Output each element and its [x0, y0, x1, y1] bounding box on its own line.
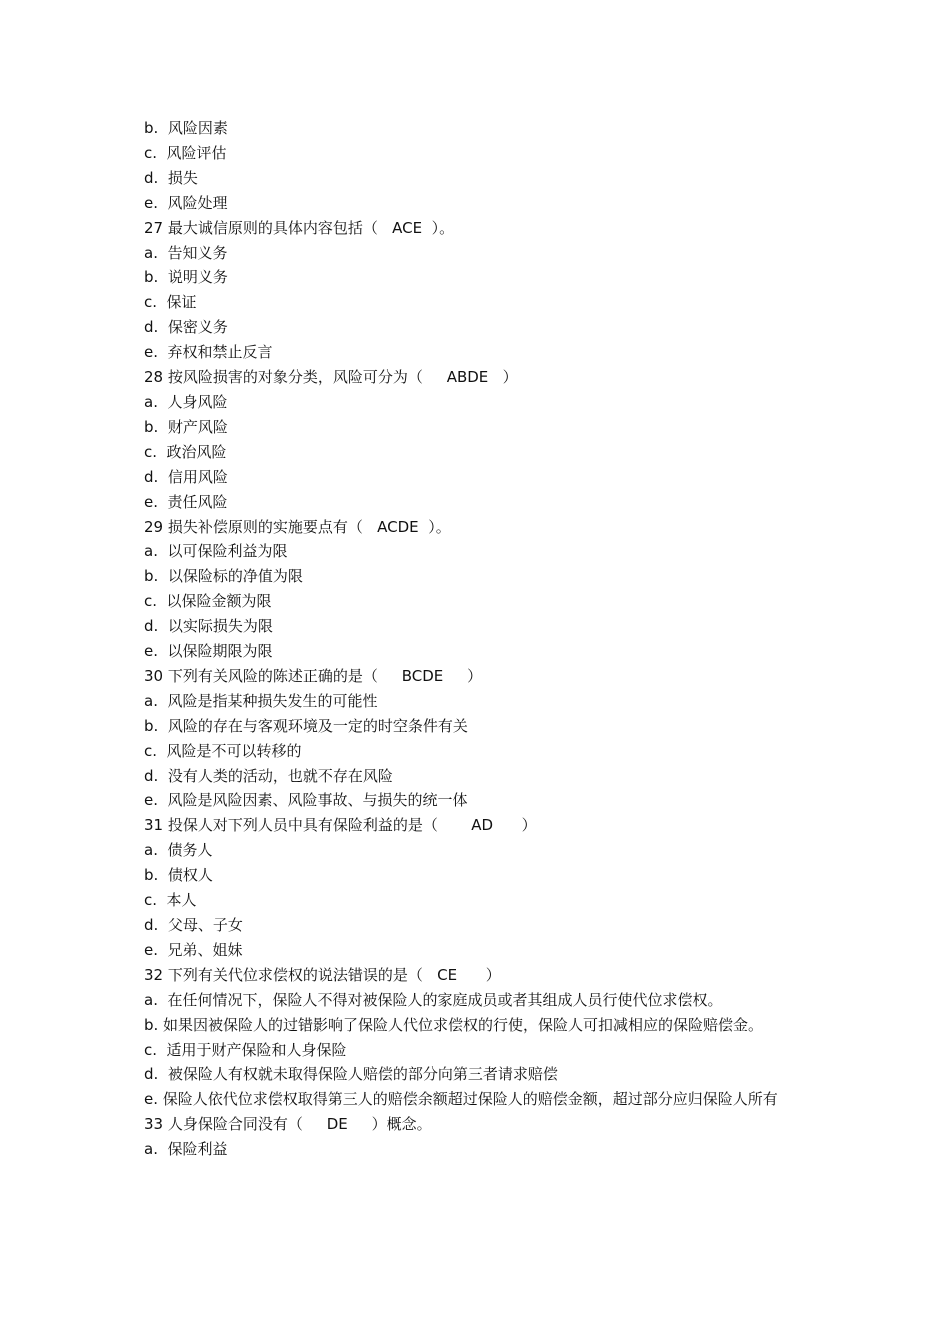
- option-line: d. 损失: [144, 168, 198, 187]
- option-line: c. 保证: [144, 293, 197, 312]
- option-line: a. 告知义务: [144, 243, 228, 262]
- option-line: a. 风险是指某种损失发生的可能性: [144, 691, 378, 710]
- option-line: c. 风险是不可以转移的: [144, 741, 302, 760]
- option-line: a. 债务人: [144, 841, 213, 860]
- option-line: d. 被保险人有权就未取得保险人赔偿的部分向第三者请求赔偿: [144, 1065, 558, 1084]
- option-line: a. 在任何情况下，保险人不得对被保险人的家庭成员或者其组成人员行使代位求偿权。: [144, 990, 723, 1009]
- question-line: 31 投保人对下列人员中具有保险利益的是（ AD ）: [144, 816, 537, 835]
- option-line: a. 人身风险: [144, 392, 228, 411]
- option-line: e. 责任风险: [144, 492, 228, 511]
- document-page: [144, 116, 814, 1162]
- option-line: b. 如果因被保险人的过错影响了保险人代位求偿权的行使，保险人可扣减相应的保险赔偿金。: [144, 1015, 764, 1034]
- option-line: c. 政治风险: [144, 442, 227, 461]
- option-line: c. 风险评估: [144, 143, 227, 162]
- option-line: e. 兄弟、姐妹: [144, 940, 243, 959]
- option-line: b. 说明义务: [144, 268, 228, 287]
- option-line: d. 信用风险: [144, 467, 228, 486]
- question-line: 30 下列有关风险的陈述正确的是（ BCDE ）: [144, 666, 483, 685]
- option-line: d. 以实际损失为限: [144, 617, 273, 636]
- option-line: e. 保险人依代位求偿权取得第三人的赔偿余额超过保险人的赔偿金额，超过部分应归保险人所有: [144, 1090, 778, 1109]
- question-line: 29 损失补偿原则的实施要点有（ ACDE ）。: [144, 517, 451, 536]
- option-line: a. 保险利益: [144, 1140, 228, 1159]
- question-line: 28 按风险损害的对象分类，风险可分为（ ABDE ）: [144, 368, 518, 387]
- option-line: d. 没有人类的活动，也就不存在风险: [144, 766, 393, 785]
- option-line: e. 风险处理: [144, 193, 228, 212]
- option-line: e. 以保险期限为限: [144, 642, 273, 661]
- option-line: b. 风险因素: [144, 119, 228, 137]
- option-line: d. 父母、子女: [144, 916, 243, 934]
- option-line: b. 风险的存在与客观环境及一定的时空条件有关: [144, 716, 468, 735]
- option-line: c. 本人: [144, 891, 197, 910]
- option-line: e. 风险是风险因素、风险事故、与损失的统一体: [144, 791, 468, 810]
- option-line: b. 债权人: [144, 866, 213, 885]
- option-line: a. 以可保险利益为限: [144, 542, 288, 561]
- option-line: b. 财产风险: [144, 417, 228, 436]
- option-line: b. 以保险标的净值为限: [144, 567, 303, 586]
- option-line: c. 适用于财产保险和人身保险: [144, 1040, 347, 1059]
- question-line: 32 下列有关代位求偿权的说法错误的是（ CE ）: [144, 965, 501, 984]
- question-line: 33 人身保险合同没有（ DE ）概念。: [144, 1115, 432, 1134]
- question-line: 27 最大诚信原则的具体内容包括（ ACE ）。: [144, 218, 455, 237]
- option-line: c. 以保险金额为限: [144, 592, 272, 611]
- option-line: d. 保密义务: [144, 318, 228, 337]
- option-line: e. 弃权和禁止反言: [144, 343, 273, 362]
